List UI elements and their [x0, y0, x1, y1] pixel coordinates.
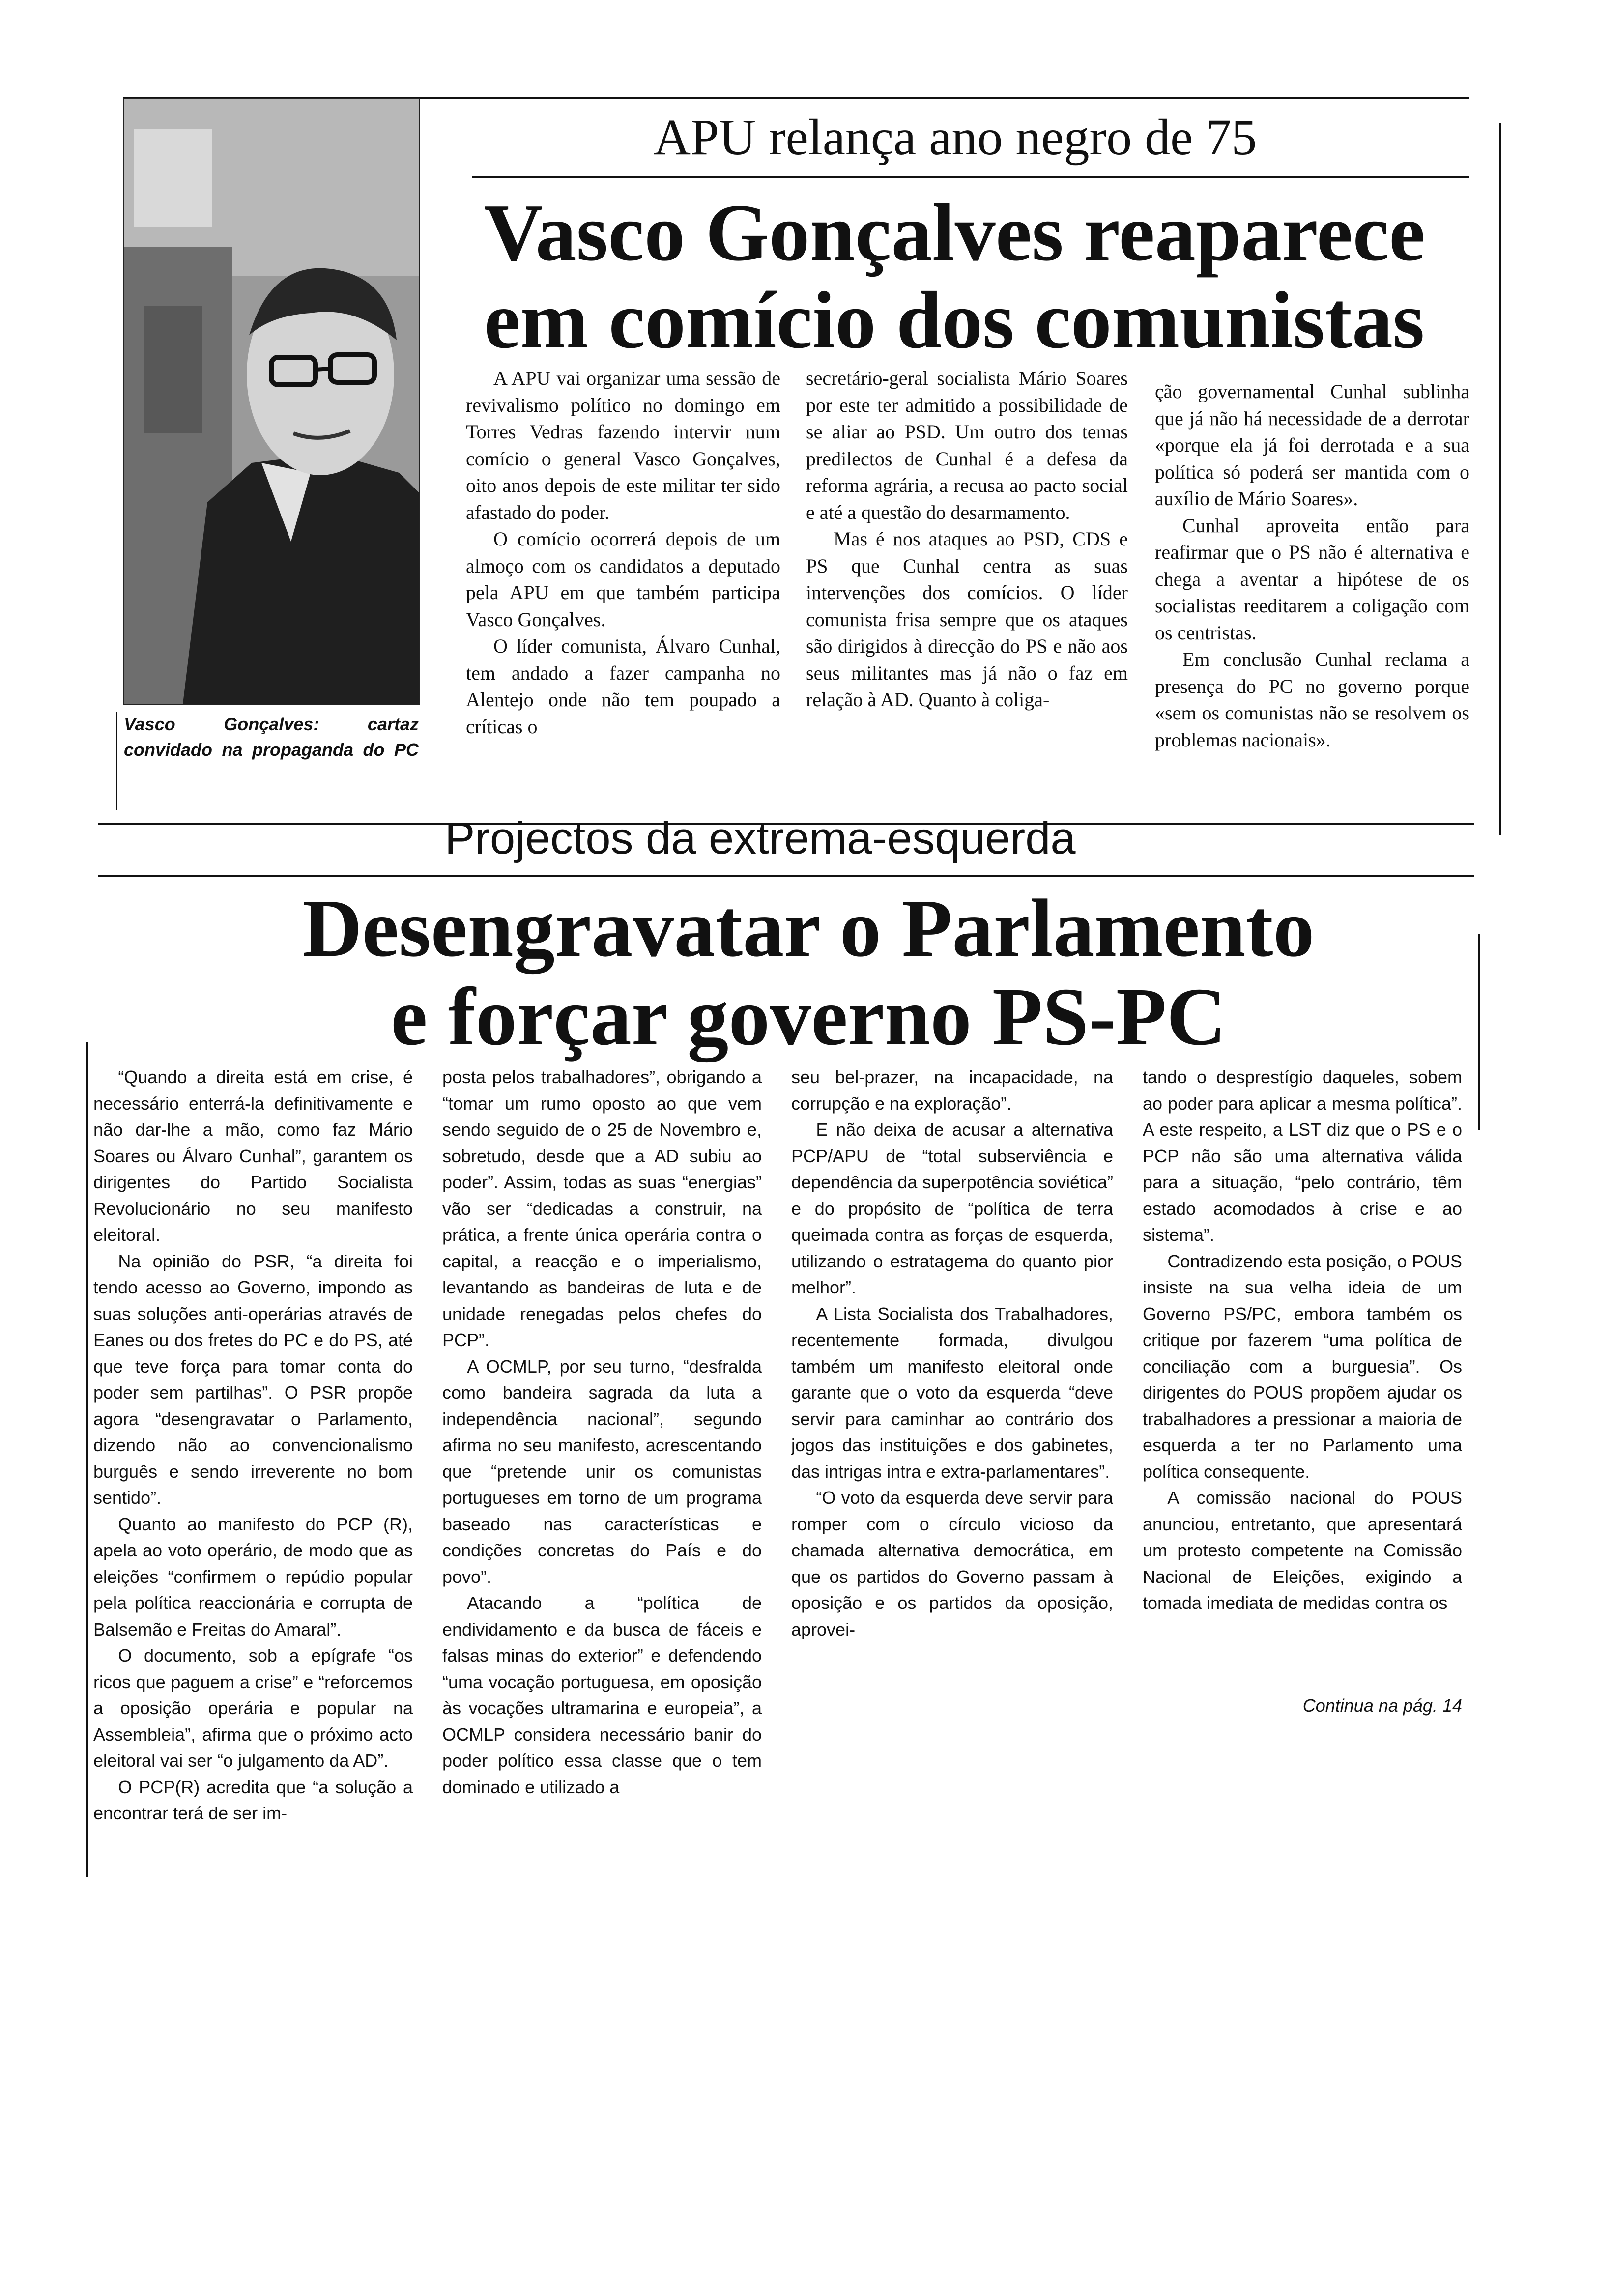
article1-headline-line2: em comício dos comunistas	[484, 274, 1425, 365]
article2-paragraph: “Quando a direita está em crise, é necessário enterrá-la definitivamente e não dar-lhe a mão, como faz Mário Soares ou Álvaro Cunhal”, garantem os dirigentes do Partido Socialista Revolucionário no seu manifesto eleitoral.	[93, 1067, 413, 1245]
article1-paragraph: secretário-geral socialista Mário Soares por este ter admitido a possibilidade de se aliar ao PSD. Um outro dos temas predilectos de Cunhal é a defesa da reforma agrária, a recusa ao pacto social e até a questão do desarmamento.	[806, 367, 1128, 523]
article2-paragraph: A Lista Socialista dos Trabalhadores, recentemente formada, divulgou também um manifesto eleitoral onde garante que o voto da esquerda “deve servir para caminhar ao contrário dos jogos das instituições e dos gabinetes, das intrigas intra e extra-parlamentares”.	[791, 1303, 1113, 1482]
article1-paragraph: A APU vai organizar uma sessão de revivalismo político no domingo em Torres Vedras fazendo intervir num comício o general Vasco Gonçalves, oito anos depois de este militar ter sido afastado do poder.	[466, 367, 780, 523]
article1-paragraph: O comício ocorrerá depois de um almoço com os candidatos a deputado pela APU em que também participa Vasco Gonçalves.	[466, 528, 780, 631]
article1-paragraph: ção governamental Cunhal sublinha que já não há necessidade de a derrotar «porque ela já foi derrotada e a sua política só poderá ser mantida com o auxílio de Mário Soares».	[1155, 380, 1469, 510]
article2-right-rule	[1478, 934, 1480, 1130]
article2-paragraph: tando o desprestígio daqueles, sobem ao poder para aplicar a mesma política”. A este respeito, a LST diz que o PS e o PCP não são uma alternativa válida para a situação, “pelo contrário, têm estado acomodados à crise e ao sistema”.	[1143, 1067, 1462, 1245]
article1-column-2	[806, 365, 1128, 714]
article1-headline-line1: Vasco Gonçalves reaparece	[484, 187, 1425, 278]
article2-paragraph: A OCMLP, por seu turno, “desfralda como bandeira sagrada da luta a independência nacional”, segundo afirma no seu manifesto, acrescentando que “pretende unir os comunistas portugueses em torno de um programa baseado nas características e condições concretas do País e do povo”.	[442, 1356, 762, 1587]
vasco-goncalves-photo	[123, 98, 420, 705]
photo-caption: Vasco Gonçalves: cartaz convidado na propaganda do PC	[124, 714, 419, 760]
article2-headline-line1: Desengravatar o Parlamento	[302, 883, 1315, 974]
article1-column-3	[1155, 378, 1469, 753]
caption-bracket-rule	[116, 712, 117, 810]
article2-paragraph: Atacando a “política de endividamento e da busca de fáceis e falsas minas do exterior” e defendendo “uma vocação portuguesa, em oposição às vocações ultramarina e europeia”, a OCMLP considera necessário banir do poder político essa classe que o tem dominado e utilizado a	[442, 1593, 762, 1797]
article2-left-bracket	[86, 1042, 88, 1877]
article2-paragraph: E não deixa de acusar a alternativa PCP/APU de “total subserviência e dependência da superpotência soviética” e do propósito de “política de terra queimada contra as forças de esquerda, utilizando o estratagema do quanto pior melhor”.	[791, 1119, 1113, 1297]
article2-column-4	[1143, 1064, 1462, 1616]
article1-paragraph: Cunhal aproveita então para reafirmar que o PS não é alternativa e chega a aventar a hipótese de os socialistas reeditarem a coligação com os centristas.	[1155, 514, 1469, 644]
article2-kicker: Projectos da extrema-esquerda	[445, 813, 1076, 863]
article2-paragraph: O documento, sob a epígrafe “os ricos que paguem a crise” e “reforcemos a oposição operária e popular na Assembleia”, afirma que o próximo acto eleitoral vai ser “o julgamento da AD”.	[93, 1645, 413, 1771]
article2-column-2	[442, 1064, 762, 1800]
article2-headline	[206, 885, 1410, 1062]
continue-page-link[interactable]: Continua na pág. 14	[1302, 1695, 1462, 1716]
article2-paragraph: A comissão nacional do POUS anunciou, entretanto, que apresentará um protesto competente na Comissão Nacional de Eleições, exigindo a tomada imediata de medidas contra os	[1143, 1488, 1462, 1613]
article1-column-1	[466, 365, 780, 740]
article1-paragraph: O líder comunista, Álvaro Cunhal, tem andado a fazer campanha no Alentejo onde não tem poupado a críticas o	[466, 635, 780, 738]
article2-paragraph: O PCP(R) acredita que “a solução a encontrar terá de ser im-	[93, 1777, 413, 1823]
article1-paragraph: Em conclusão Cunhal reclama a presença do PC no governo porque «sem os comunistas não se resolvem os problemas nacionais».	[1155, 648, 1469, 751]
article2-paragraph: posta pelos trabalhadores”, obrigando a “tomar um rumo oposto ao que vem sendo seguido de o 25 de Novembro e, sobretudo, desde que a AD subiu ao poder”. Assim, todas as suas “energias” vão ser “dedicadas a construir, na prática, a frente única operária contra o capital, a reacção e o imperialismo, levantando as bandeiras de luta e de unidade renegadas pelos chefes do PCP”.	[442, 1067, 762, 1350]
article2-headline-line2: e forçar governo PS-PC	[391, 971, 1226, 1062]
article2-paragraph: seu bel-prazer, na incapacidade, na corrupção e na exploração”.	[791, 1067, 1113, 1114]
article2-paragraph: “O voto da esquerda deve servir para romper com o círculo vicioso da chamada alternativa democrática, em que os partidos do Governo passam à oposição e os partidos da oposição, aprovei-	[791, 1488, 1113, 1639]
right-frame-rule	[1499, 123, 1501, 835]
article2-paragraph: Contradizendo esta posição, o POUS insiste na sua velha ideia de um Governo PS/PC, embora também os critique por fazerem “uma política de conciliação com a burguesia”. Os dirigentes do POUS propõem ajudar os trabalhadores a pressionar a maioria de esquerda a ter no Parlamento uma política consequente.	[1143, 1251, 1462, 1482]
article2-column-1	[93, 1064, 413, 1827]
article2-paragraph: Na opinião do PSR, “a direita foi tendo acesso ao Governo, impondo as suas soluções anti-operárias através de Eanes ou dos fretes do PC e do PS, até que teve força para tomar conta do poder sem partilhas”. O PSR propõe agora “desengravatar o Parlamento, dizendo não ao convencionalismo burguês e sendo irreverente no bom sentido”.	[93, 1251, 413, 1508]
article2-kicker-rule	[98, 875, 1474, 877]
article1-paragraph: Mas é nos ataques ao PSD, CDS e PS que Cunhal centra as suas intervenções dos comícios. O líder comunista frisa sempre que os ataques são dirigidos à direcção do PS e não aos seus militantes mas já não o faz em relação à AD. Quanto à coliga-	[806, 528, 1128, 711]
article2-paragraph: Quanto ao manifesto do PCP (R), apela ao voto operário, de modo que as eleições “confirmem o repúdio popular pela política reaccionária e corrupta de Balsemão e Freitas do Amaral”.	[93, 1514, 413, 1639]
article1-kicker-rule	[472, 176, 1469, 178]
article2-column-3	[791, 1064, 1113, 1642]
article1-kicker: APU relança ano negro de 75	[654, 109, 1257, 166]
article1-headline	[484, 189, 1467, 364]
